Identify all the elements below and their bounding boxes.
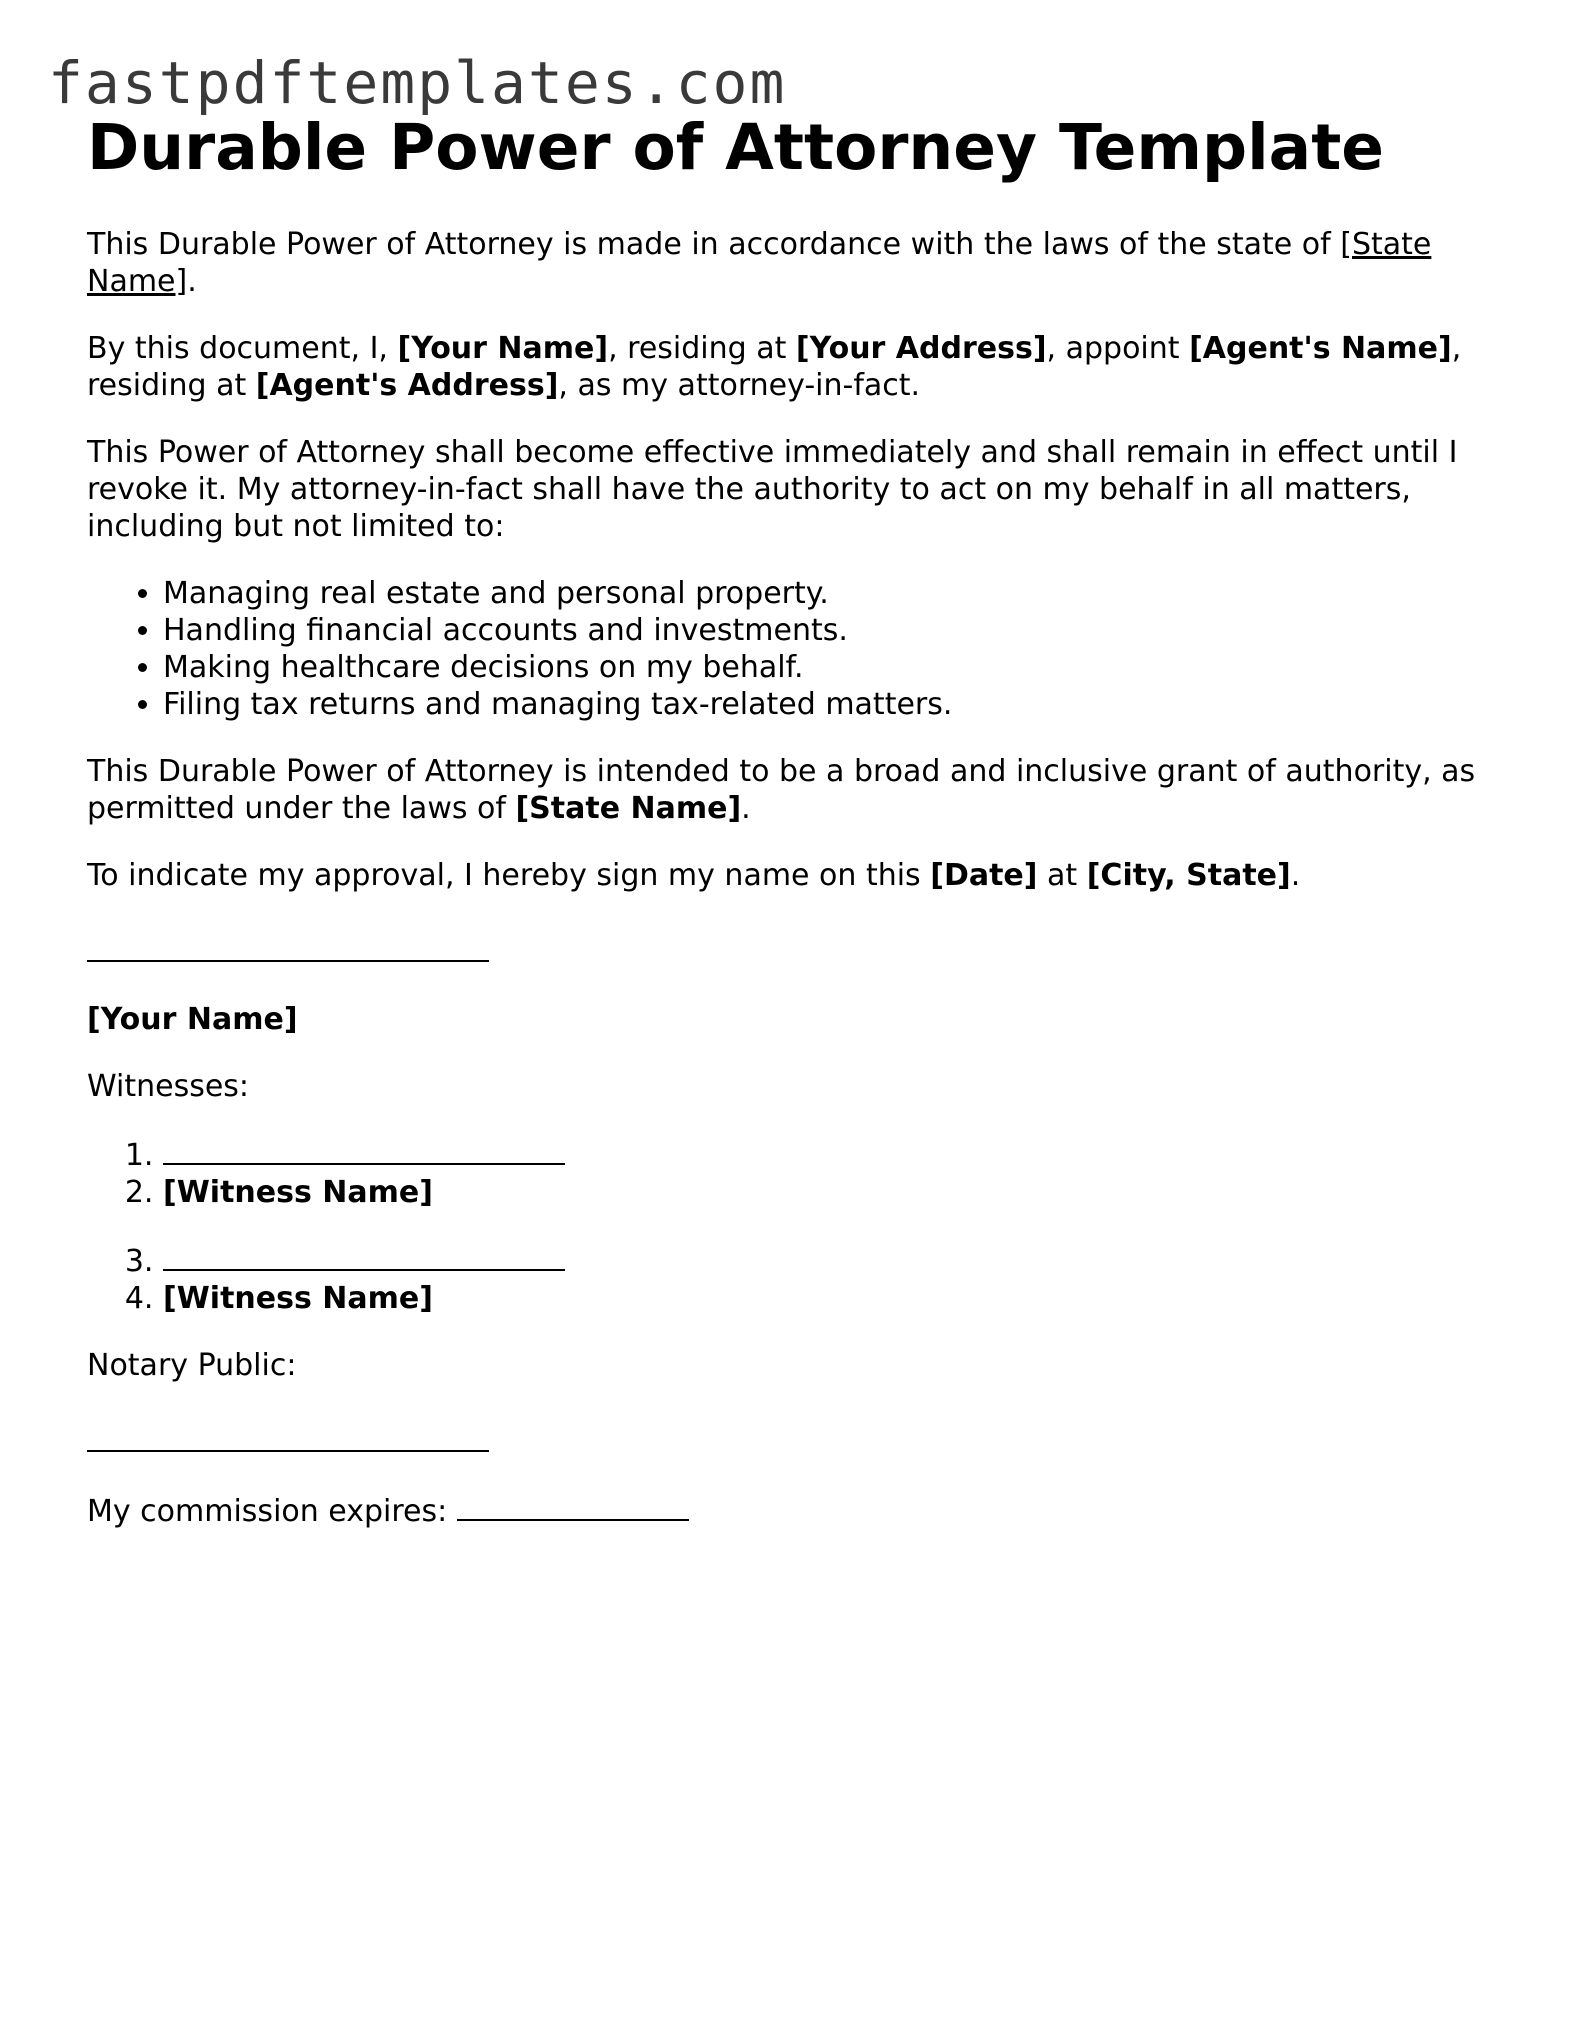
list-item: • Making healthcare decisions on my behalf. [163, 649, 1487, 686]
witness-name-item [163, 1174, 1487, 1211]
state-name-placeholder-2: [State Name] [515, 791, 742, 826]
witness-name-item [163, 1280, 1487, 1317]
signature-line[interactable] [87, 932, 489, 962]
appointment-paragraph: By this document, I, [Your Name], residing at [Your Address], appoint [Agent's Name], residing at [Agent's Address], as my attorney-in-fact. [87, 331, 1462, 403]
witness-signature-line-1[interactable] [163, 1135, 565, 1165]
your-address-placeholder: [Your Address] [795, 331, 1047, 366]
document [87, 108, 1487, 1530]
witness-signature-line-2[interactable] [163, 1241, 565, 1271]
notary-signature-paragraph [87, 1422, 1487, 1461]
witness-name: [Witness Name] [163, 1281, 433, 1316]
watermark: fastpdftemplates.com [48, 49, 787, 117]
witnesses-label: Witnesses: [87, 1069, 250, 1104]
signature-line-paragraph [87, 932, 1487, 971]
effectiveness-paragraph: This Power of Attorney shall become effective immediately and shall remain in effect until I revoke it. My attorney-in-fact shall have the authority to act on my behalf in all matters, including but not limited to: [87, 435, 1458, 544]
powers-list [87, 575, 1487, 723]
list-item: • Managing real estate and personal property. [163, 575, 1487, 612]
witness-signature-item [163, 1135, 1487, 1174]
notary-signature-line[interactable] [87, 1422, 489, 1452]
approval-paragraph: To indicate my approval, I hereby sign my name on this [Date] at [City, State]. [87, 858, 1301, 893]
your-name-placeholder: [Your Name] [397, 331, 609, 366]
commission-paragraph: My commission expires: [87, 1491, 1487, 1530]
witness-signature-item [163, 1241, 1487, 1280]
witness-name: [Witness Name] [163, 1175, 433, 1210]
date-placeholder: [Date] [930, 858, 1038, 893]
witness-list [87, 1135, 1487, 1317]
intro-paragraph: This Durable Power of Attorney is made in accordance with the laws of the state of [State Name]. [87, 227, 1432, 299]
list-item: • Handling financial accounts and investments. [163, 612, 1487, 649]
signer-name: [Your Name] [87, 1002, 298, 1037]
scope-paragraph: This Durable Power of Attorney is intended to be a broad and inclusive grant of authority, as permitted under the laws of [State Name]. [87, 754, 1476, 826]
agent-name-placeholder: [Agent's Name] [1189, 331, 1452, 366]
state-name-placeholder[interactable]: [State Name] [87, 227, 1432, 299]
signer-name-paragraph [87, 1001, 1487, 1038]
city-state-placeholder: [City, State] [1086, 858, 1291, 893]
list-item: • Filing tax returns and managing tax-related matters. [163, 686, 1487, 723]
agent-address-placeholder: [Agent's Address] [255, 368, 559, 403]
notary-label: Notary Public: [87, 1348, 297, 1383]
page-title: Durable Power of Attorney Template [87, 111, 1385, 184]
commission-expiry-line[interactable] [457, 1491, 689, 1521]
